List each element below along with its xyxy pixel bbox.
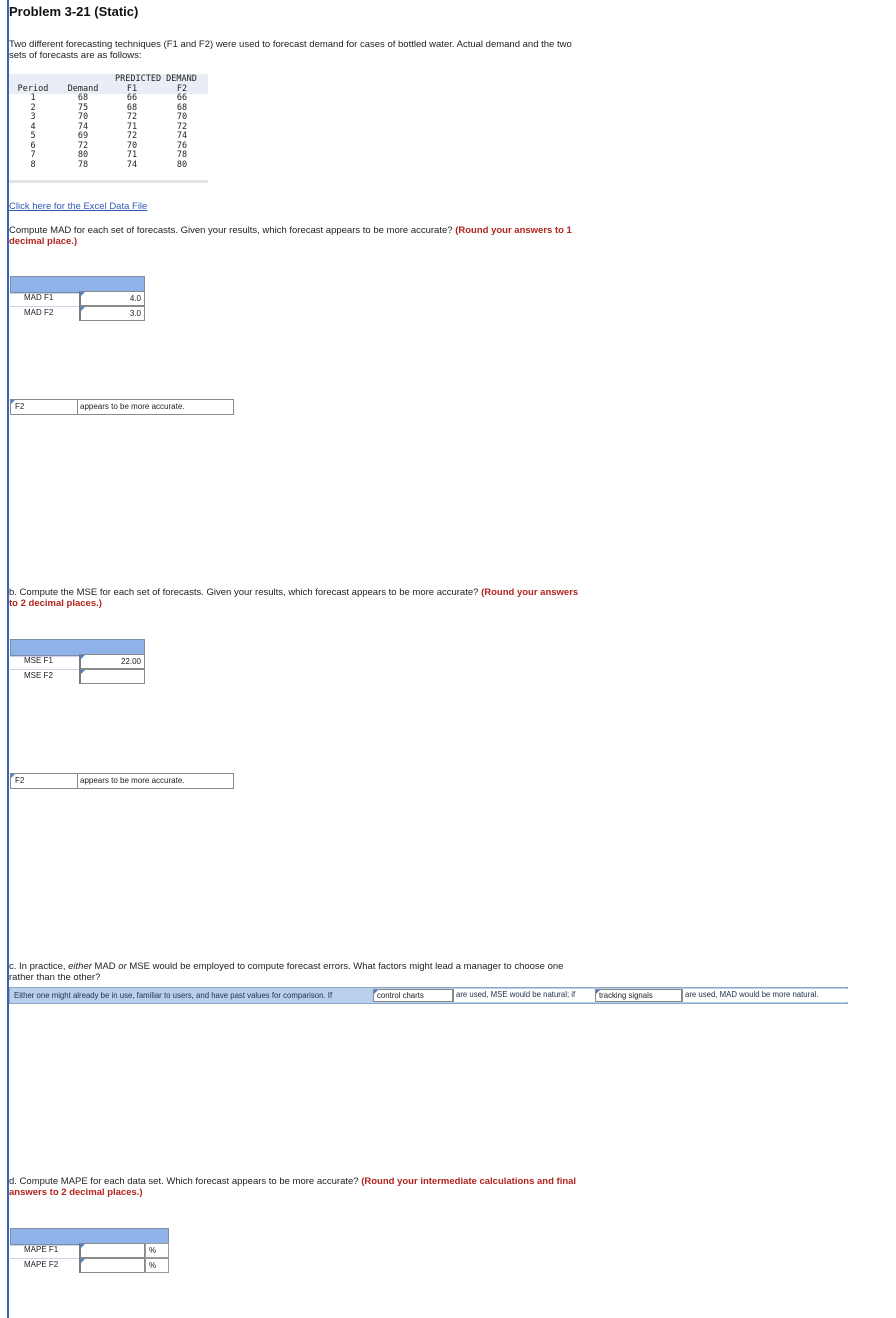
table-cell-demand: 72 [77,140,89,151]
part-a-question: Compute MAD for each set of forecasts. Given your results, which forecast appears to be more accurate? [9,225,453,236]
table-cell-f2: 70 [176,112,188,122]
part-c-question-end: MSE would be employed to compute forecast errors. What factors might lead a manager to choose one [126,961,564,972]
part-d-instruction: (Round your intermediate calculations and final [361,1176,577,1187]
part-a-choice-text: appears to be more accurate. [78,399,234,415]
table-cell-demand: 78 [77,159,89,170]
col-header-f2: F2 [176,84,188,94]
table-cell-demand: 80 [77,150,89,160]
mape-f1-unit: % [145,1243,169,1258]
demand-data-table [9,74,208,184]
mse-f1-input[interactable]: 22.00 [79,654,145,669]
table-cell-f1: 71 [126,150,138,160]
mse-f2-label: MSE F2 [24,671,53,680]
part-b-instruction-line-2: to 2 decimal places.) [9,598,102,609]
mape-f2-input[interactable] [79,1258,145,1273]
part-c-question-mid: MAD [91,961,119,972]
table-cell-period: 3 [30,112,36,122]
mse-f1-label: MSE F1 [24,656,53,665]
mape-f1-label: MAPE F1 [24,1245,59,1254]
part-b-forecast-select[interactable]: F2 [10,773,78,789]
mad-f2-row [10,306,145,321]
part-b-choice [10,773,234,789]
part-c-question-line-2: rather than the other? [9,972,101,983]
col-header-period: Period [17,84,49,94]
part-c-answer-segment-3: are used, MAD would be more natural. [682,989,848,1002]
table-cell-f2: 74 [176,131,188,141]
table-cell-f1: 72 [126,131,138,141]
table-cell-f1: 72 [126,112,138,122]
table-cell-f2: 66 [176,93,188,103]
part-c-question-line-1 [9,961,563,972]
part-c-answer-segment-2: are used, MSE would be natural; if [453,989,599,1002]
part-b-question-line-1 [9,587,578,598]
table-cell-demand: 69 [77,131,89,141]
part-a-instruction-line-2: decimal place.) [9,236,78,247]
part-c-select-2[interactable]: tracking signals [595,989,682,1002]
col-header-demand: Demand [67,84,99,94]
mape-f2-unit: % [145,1258,169,1273]
table-cell-demand: 68 [77,93,89,103]
table-cell-f1: 74 [126,159,138,170]
mse-f2-row [10,669,145,684]
mape-f1-row [10,1243,170,1258]
table-cell-demand: 75 [77,102,89,113]
part-d-instruction-line-2: answers to 2 decimal places.) [9,1187,143,1198]
table-cell-period: 6 [30,140,36,151]
mad-f1-label: MAD F1 [24,293,54,302]
part-c-emphasis-either: either [68,961,92,972]
table-cell-demand: 70 [77,112,89,122]
table-cell-demand: 74 [77,121,89,132]
part-b-choice-text: appears to be more accurate. [78,773,234,789]
mse-f1-row [10,654,145,669]
part-d-question: d. Compute MAPE for each data set. Which forecast appears to be more accurate? [9,1176,359,1187]
mse-f2-input[interactable] [79,669,145,684]
mad-f1-input[interactable]: 4.0 [79,291,145,306]
problem-title: Problem 3-21 (Static) [9,4,139,19]
table-cell-period: 8 [30,159,36,170]
mape-answer-table [9,1228,171,1274]
col-header-f1: F1 [126,84,138,94]
table-cell-f2: 72 [176,121,188,132]
table-cell-f2: 76 [176,140,188,151]
table-cell-f2: 80 [176,159,188,170]
mad-answer-table [9,276,149,322]
group-header-predicted-demand: PREDICTED DEMAND [115,74,197,84]
table-cell-f1: 70 [126,140,138,151]
mad-f2-label: MAD F2 [24,308,54,317]
intro-line-1: Two different forecasting techniques (F1 and F2) were used to forecast demand for cases of bottled water. Actual demand and the two [9,39,572,50]
table-cell-period: 7 [30,150,36,160]
part-c-question-start: c. In practice, [9,961,69,972]
table-cell-f2: 78 [176,150,188,160]
part-c-emphasis-or: or [118,961,127,972]
part-a-instruction: (Round your answers to 1 [455,225,572,236]
table-cell-period: 1 [30,93,36,103]
mape-f2-label: MAPE F2 [24,1260,59,1269]
mape-f2-row [10,1258,170,1273]
table-cell-period: 2 [30,102,36,113]
part-a-question-line-1 [9,225,572,236]
part-a-forecast-select[interactable]: F2 [10,399,78,415]
table-cell-period: 5 [30,131,36,141]
part-c-answer-row [9,987,848,1004]
part-b-instruction: (Round your answers [481,587,579,598]
table-cell-f1: 66 [126,93,138,103]
table-cell-f1: 68 [126,102,138,113]
mad-f1-row [10,291,145,306]
part-a-choice [10,399,234,415]
table-cell-f2: 68 [176,102,188,113]
part-d-question-line-1 [9,1176,576,1187]
excel-data-file-link[interactable]: Click here for the Excel Data File [9,201,148,212]
part-c-answer-segment-1: Either one might already be in use, familiar to users, and have past values for comparison. If [14,991,333,1000]
table-bottom-rule [9,180,208,183]
part-b-question: b. Compute the MSE for each set of forecasts. Given your results, which forecast appears to be more accurate? [9,587,479,598]
mape-f1-input[interactable] [79,1243,145,1258]
mad-f2-input[interactable]: 3.0 [79,306,145,321]
part-c-select-1[interactable]: control charts [373,989,453,1002]
intro-line-2: sets of forecasts are as follows: [9,50,142,61]
table-cell-f1: 71 [126,121,138,132]
table-cell-period: 4 [30,121,36,132]
mse-answer-table [9,639,149,685]
